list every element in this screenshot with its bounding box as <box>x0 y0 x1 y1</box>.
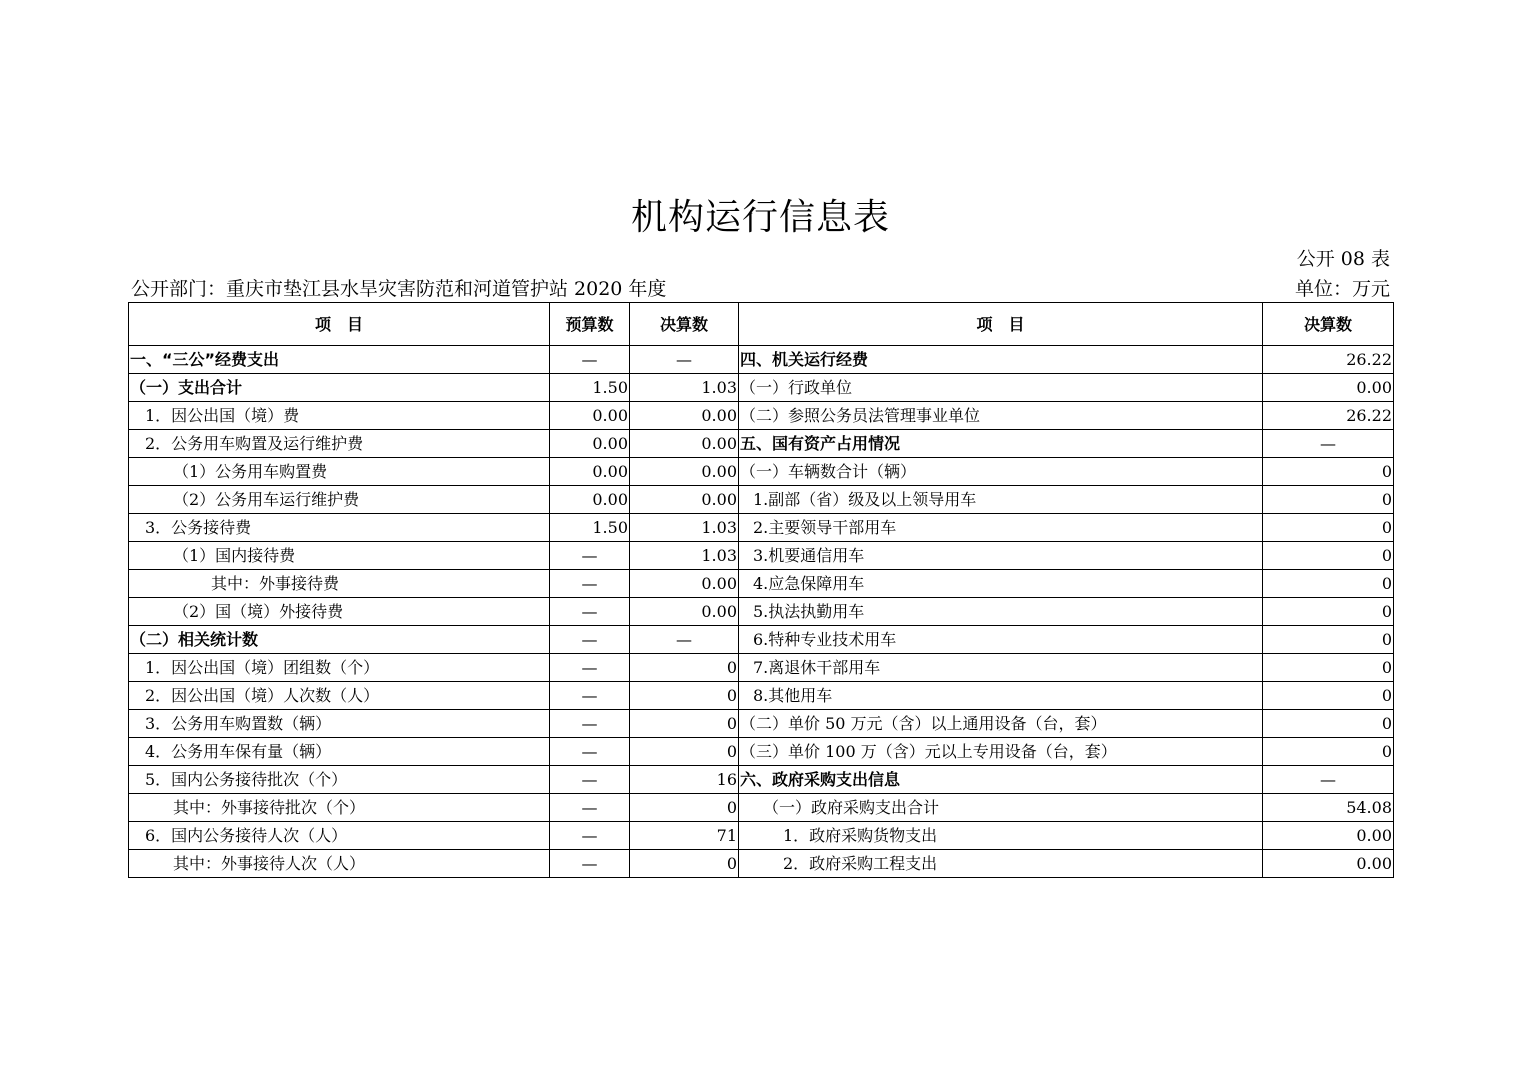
right-item-cell: 1．政府采购货物支出 <box>739 822 1263 850</box>
final-cell: 0 <box>630 654 739 682</box>
right-final-cell: 26.22 <box>1263 402 1394 430</box>
table-row <box>129 766 1394 794</box>
left-item-cell: 2．公务用车购置及运行维护费 <box>129 430 550 458</box>
final-cell: 1.03 <box>630 374 739 402</box>
budget-cell: — <box>550 766 630 794</box>
final-cell: — <box>630 346 739 374</box>
left-item-cell: （一）支出合计 <box>129 374 550 402</box>
budget-cell: 0.00 <box>550 458 630 486</box>
right-final-cell: 26.22 <box>1263 346 1394 374</box>
institution-operation-table <box>128 302 1394 878</box>
budget-cell: 0.00 <box>550 402 630 430</box>
left-item-cell: 3．公务用车购置数（辆） <box>129 710 550 738</box>
final-cell: 0.00 <box>630 570 739 598</box>
right-item-cell: （一）行政单位 <box>739 374 1263 402</box>
budget-cell: — <box>550 598 630 626</box>
right-final-cell: 0 <box>1263 486 1394 514</box>
right-item-cell: 六、政府采购支出信息 <box>739 766 1263 794</box>
table-row <box>129 570 1394 598</box>
budget-cell: — <box>550 542 630 570</box>
right-final-cell: 54.08 <box>1263 794 1394 822</box>
right-item-cell: 8.其他用车 <box>739 682 1263 710</box>
left-item-cell: 一、“三公”经费支出 <box>129 346 550 374</box>
budget-cell: 1.50 <box>550 374 630 402</box>
budget-cell: 0.00 <box>550 486 630 514</box>
table-row <box>129 794 1394 822</box>
table-row <box>129 850 1394 878</box>
right-item-cell: （二）单价 50 万元（含）以上通用设备（台，套） <box>739 710 1263 738</box>
left-item-cell: 4．公务用车保有量（辆） <box>129 738 550 766</box>
left-item-cell: 3．公务接待费 <box>129 514 550 542</box>
budget-cell: — <box>550 626 630 654</box>
left-item-cell: 1．因公出国（境）费 <box>129 402 550 430</box>
final-cell: 0.00 <box>630 458 739 486</box>
final-cell: 16 <box>630 766 739 794</box>
left-item-cell: 2．因公出国（境）人次数（人） <box>129 682 550 710</box>
final-cell: 1.03 <box>630 542 739 570</box>
right-final-cell: 0 <box>1263 654 1394 682</box>
right-item-cell: 5.执法执勤用车 <box>739 598 1263 626</box>
table-row <box>129 654 1394 682</box>
table-row <box>129 738 1394 766</box>
budget-cell: 0.00 <box>550 430 630 458</box>
col-header-budget: 预算数 <box>550 303 630 346</box>
right-final-cell: 0 <box>1263 542 1394 570</box>
final-cell: 0.00 <box>630 402 739 430</box>
budget-cell: — <box>550 738 630 766</box>
budget-cell: — <box>550 850 630 878</box>
final-cell: — <box>630 626 739 654</box>
left-item-cell: 其中：外事接待批次（个） <box>129 794 550 822</box>
right-item-cell: （三）单价 100 万（含）元以上专用设备（台，套） <box>739 738 1263 766</box>
table-row <box>129 626 1394 654</box>
budget-cell: — <box>550 710 630 738</box>
right-item-cell: 7.离退休干部用车 <box>739 654 1263 682</box>
table-row <box>129 682 1394 710</box>
right-final-cell: 0 <box>1263 710 1394 738</box>
final-cell: 1.03 <box>630 514 739 542</box>
left-item-cell: （1）国内接待费 <box>129 542 550 570</box>
right-final-cell: — <box>1263 430 1394 458</box>
table-row <box>129 710 1394 738</box>
table-row <box>129 822 1394 850</box>
right-final-cell: 0 <box>1263 626 1394 654</box>
right-item-cell: 4.应急保障用车 <box>739 570 1263 598</box>
table-row <box>129 346 1394 374</box>
right-item-cell: 6.特种专业技术用车 <box>739 626 1263 654</box>
budget-cell: — <box>550 346 630 374</box>
budget-cell: — <box>550 822 630 850</box>
budget-cell: — <box>550 794 630 822</box>
table-row <box>129 598 1394 626</box>
left-item-cell: 6．国内公务接待人次（人） <box>129 822 550 850</box>
final-cell: 0.00 <box>630 430 739 458</box>
final-cell: 0 <box>630 850 739 878</box>
right-final-cell: 0 <box>1263 598 1394 626</box>
right-item-cell: 四、机关运行经费 <box>739 346 1263 374</box>
table-row <box>129 374 1394 402</box>
left-item-cell: （2）公务用车运行维护费 <box>129 486 550 514</box>
table-row <box>129 430 1394 458</box>
final-cell: 0 <box>630 682 739 710</box>
left-item-cell: 其中：外事接待人次（人） <box>129 850 550 878</box>
right-final-cell: 0 <box>1263 682 1394 710</box>
right-final-cell: 0 <box>1263 458 1394 486</box>
table-row <box>129 458 1394 486</box>
right-item-cell: 2.主要领导干部用车 <box>739 514 1263 542</box>
left-item-cell: （二）相关统计数 <box>129 626 550 654</box>
budget-cell: 1.50 <box>550 514 630 542</box>
right-final-cell: 0.00 <box>1263 822 1394 850</box>
col-header-final-left: 决算数 <box>630 303 739 346</box>
right-final-cell: 0 <box>1263 514 1394 542</box>
right-final-cell: 0.00 <box>1263 850 1394 878</box>
final-cell: 0 <box>630 794 739 822</box>
table-row <box>129 402 1394 430</box>
right-final-cell: 0.00 <box>1263 374 1394 402</box>
final-cell: 0.00 <box>630 598 739 626</box>
col-header-item-left: 项 目 <box>129 303 550 346</box>
left-item-cell: （1）公务用车购置费 <box>129 458 550 486</box>
final-cell: 0 <box>630 738 739 766</box>
left-item-cell: 1．因公出国（境）团组数（个） <box>129 654 550 682</box>
table-row <box>129 486 1394 514</box>
left-item-cell: （2）国（境）外接待费 <box>129 598 550 626</box>
right-item-cell: （二）参照公务员法管理事业单位 <box>739 402 1263 430</box>
left-item-cell: 5．国内公务接待批次（个） <box>129 766 550 794</box>
right-item-cell: 五、国有资产占用情况 <box>739 430 1263 458</box>
right-item-cell: （一）政府采购支出合计 <box>739 794 1263 822</box>
right-final-cell: 0 <box>1263 738 1394 766</box>
budget-cell: — <box>550 682 630 710</box>
left-item-cell: 其中：外事接待费 <box>129 570 550 598</box>
table-row <box>129 542 1394 570</box>
table-row <box>129 514 1394 542</box>
budget-cell: — <box>550 570 630 598</box>
unit-label: 单位：万元 <box>1294 278 1390 300</box>
right-final-cell: — <box>1263 766 1394 794</box>
right-item-cell: 3.机要通信用车 <box>739 542 1263 570</box>
table-header-row <box>129 303 1394 346</box>
department-label: 公开部门：重庆市垫江县水旱灾害防范和河道管护站 2020 年度 <box>131 278 667 300</box>
budget-cell: — <box>550 654 630 682</box>
col-header-final-right: 决算数 <box>1263 303 1394 346</box>
form-number: 公开 08 表 <box>1296 248 1390 270</box>
final-cell: 0.00 <box>630 486 739 514</box>
col-header-item-right: 项 目 <box>739 303 1263 346</box>
right-item-cell: 1.副部（省）级及以上领导用车 <box>739 486 1263 514</box>
right-item-cell: 2．政府采购工程支出 <box>739 850 1263 878</box>
right-final-cell: 0 <box>1263 570 1394 598</box>
final-cell: 0 <box>630 710 739 738</box>
final-cell: 71 <box>630 822 739 850</box>
page-title: 机构运行信息表 <box>630 197 890 238</box>
right-item-cell: （一）车辆数合计（辆） <box>739 458 1263 486</box>
